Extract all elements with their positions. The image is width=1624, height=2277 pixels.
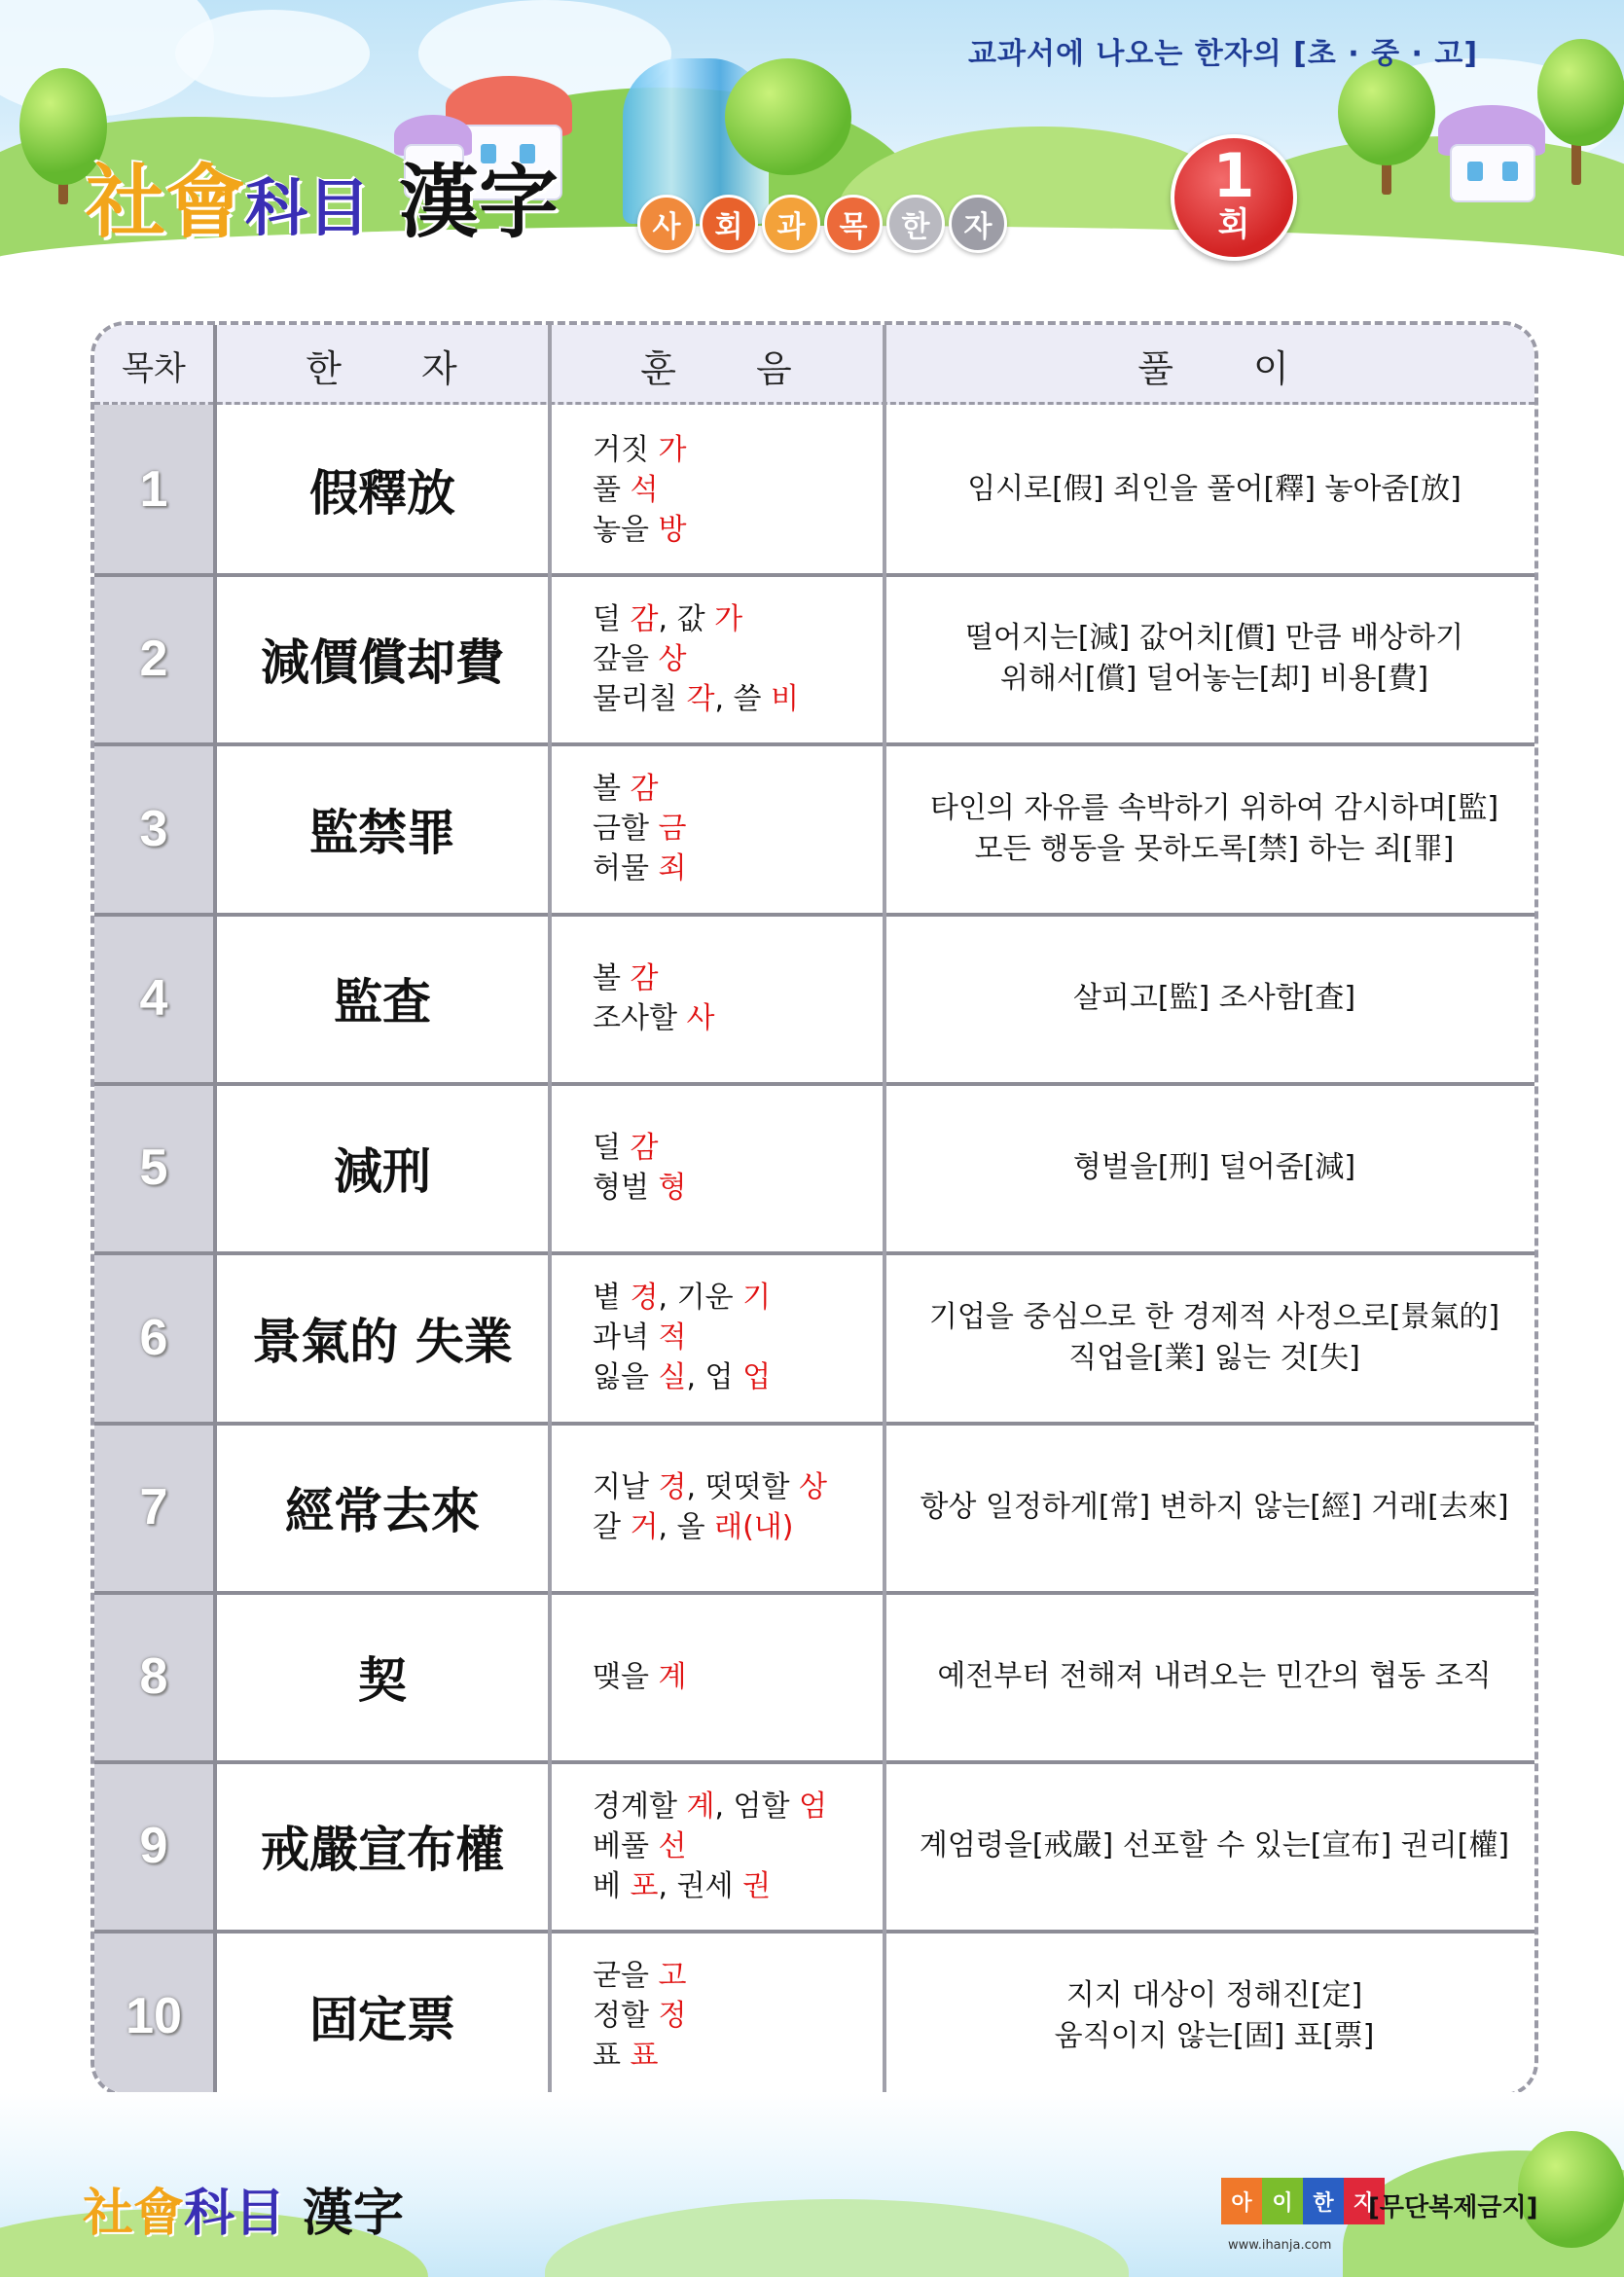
header-hanja: 한 자 — [306, 346, 459, 390]
table-row — [94, 1253, 1534, 1423]
explanation-lines — [930, 788, 1498, 870]
explanation-line: 임시로[假] 죄인을 풀어[釋] 놓아줌[放] — [967, 472, 1462, 506]
hun-eum-lines — [593, 1956, 686, 2076]
hun-meaning: , 쓸 — [714, 681, 772, 716]
explanation-cell — [886, 1592, 1538, 1761]
hun-eum-line — [593, 1318, 771, 1357]
hun-eum-line — [593, 958, 714, 998]
row-number: 2 — [139, 631, 168, 688]
eum-sound: 비 — [771, 681, 800, 716]
explanation-lines — [937, 1656, 1491, 1697]
eum-sound: 가 — [658, 432, 687, 467]
hanja-word: 戒嚴宣布權 — [261, 1821, 504, 1879]
round-badge — [1171, 134, 1297, 261]
eum-sound: 경 — [658, 1469, 687, 1504]
hanja-word: 減價償却費 — [261, 633, 504, 692]
hun-meaning: 잃을 — [593, 1360, 659, 1394]
explanation-cell — [886, 1761, 1538, 1931]
explanation-line: 형벌을[刑] 덜어줌[減] — [1072, 1150, 1356, 1185]
explanation-lines — [967, 469, 1462, 510]
house-decoration — [1450, 144, 1535, 202]
title-bubble: 한 — [886, 195, 945, 253]
hanja-word: 減刑 — [334, 1142, 431, 1201]
explanation-cell — [886, 1423, 1538, 1592]
explanation-lines — [920, 1825, 1509, 1866]
hun-meaning: 볕 — [593, 1281, 631, 1315]
hun-meaning: , 기운 — [658, 1281, 743, 1315]
eum-sound: 표 — [630, 2039, 659, 2074]
copyright-notice: [무단복제금지] — [1368, 2193, 1538, 2223]
hun-eum-line — [593, 1826, 827, 1866]
footer-logo-social: 社會 — [83, 2185, 185, 2243]
hun-meaning: 지날 — [593, 1469, 659, 1504]
column-divider — [213, 325, 217, 2093]
hun-eum-line — [593, 809, 686, 849]
eum-sound: 상 — [658, 641, 687, 676]
eum-sound: 죄 — [658, 851, 687, 886]
title-bubble: 자 — [949, 195, 1007, 253]
explanation-lines — [1073, 1147, 1355, 1188]
brand-square: 아 — [1221, 2178, 1262, 2224]
brand-square: 한 — [1303, 2178, 1344, 2224]
hun-meaning: 덜 — [593, 601, 631, 636]
hill-decoration — [545, 2199, 1129, 2277]
hun-eum-line — [593, 2036, 686, 2076]
table-row — [94, 1932, 1534, 2097]
title-logo — [86, 157, 559, 249]
hun-eum-line — [593, 1657, 686, 1697]
tree-decoration — [1338, 58, 1435, 165]
round-number: 1 — [1212, 140, 1255, 211]
eum-sound: 형 — [658, 1171, 687, 1206]
eum-sound: 기 — [742, 1281, 772, 1315]
tree-decoration — [1537, 39, 1624, 146]
hun-eum-cell — [552, 744, 883, 914]
eum-sound: 석 — [630, 472, 659, 507]
eum-sound: 업 — [742, 1360, 772, 1394]
hun-eum-lines — [593, 1657, 686, 1697]
explanation-line: 지지 대상이 정해진[定] — [1065, 1977, 1363, 2012]
eum-sound: 감 — [630, 960, 659, 995]
hun-meaning: 풀 — [593, 472, 631, 507]
title-bubble: 목 — [824, 195, 883, 253]
window-icon — [1467, 162, 1483, 181]
eum-sound: 정 — [658, 1999, 687, 2034]
hun-eum-lines — [593, 599, 799, 719]
brand-square: 자 — [1344, 2178, 1385, 2224]
hun-meaning: 볼 — [593, 960, 631, 995]
hun-eum-line — [593, 1996, 686, 2036]
hun-meaning: 경계할 — [593, 1789, 687, 1824]
explanation-cell — [886, 574, 1538, 743]
eum-sound: 감 — [630, 601, 659, 636]
eum-sound: 경 — [630, 1281, 659, 1315]
header-hun: 훈 음 — [640, 346, 794, 390]
eum-sound: 사 — [686, 1000, 715, 1035]
eum-sound: 방 — [658, 512, 687, 547]
eum-sound: 래(내) — [714, 1509, 794, 1544]
eum-sound: 감 — [630, 772, 659, 807]
hun-eum-cell — [552, 1253, 883, 1423]
explanation-lines — [1055, 1975, 1375, 2057]
hun-eum-lines — [593, 1787, 827, 1906]
hun-eum-cell — [552, 914, 883, 1083]
eum-sound: 선 — [658, 1828, 687, 1863]
eum-sound: 금 — [658, 812, 687, 847]
table-row — [94, 1761, 1534, 1931]
hanja-word: 監査 — [334, 972, 431, 1030]
hun-meaning: , 떳떳할 — [686, 1469, 800, 1504]
explanation-lines — [965, 618, 1463, 700]
row-number: 5 — [139, 1139, 168, 1197]
tree-decoration — [725, 58, 851, 175]
eum-sound: 계 — [686, 1789, 715, 1824]
hun-meaning: , 값 — [658, 601, 715, 636]
explanation-line: 타인의 자유를 속박하기 위하여 감시하며[監] — [929, 790, 1499, 825]
eum-sound: 가 — [714, 601, 743, 636]
header-num: 목차 — [122, 348, 186, 388]
hun-eum-cell — [552, 1083, 883, 1252]
footer-logo-subject: 科目 — [184, 2185, 286, 2243]
hun-meaning: 갈 — [593, 1509, 631, 1544]
eum-sound: 적 — [658, 1320, 687, 1355]
row-number: 8 — [139, 1648, 168, 1706]
hun-eum-line — [593, 1278, 771, 1318]
eum-sound: 감 — [630, 1131, 659, 1166]
hun-eum-line — [593, 1128, 686, 1168]
hun-eum-lines — [593, 430, 686, 550]
hun-eum-line — [593, 510, 686, 550]
title-bubble: 회 — [700, 195, 758, 253]
explanation-line: 직업을[業] 잃는 것[失] — [1068, 1340, 1360, 1375]
eum-sound: 각 — [686, 681, 715, 716]
explanation-line: 예전부터 전해져 내려오는 민간의 협동 조직 — [937, 1659, 1492, 1694]
hun-eum-cell — [552, 1932, 883, 2097]
header-pul: 풀 이 — [1137, 346, 1291, 390]
hun-eum-line — [593, 470, 686, 510]
hanja-word: 固定票 — [309, 1990, 455, 2048]
footer-logo-hanja: 漢字 — [303, 2185, 405, 2243]
table-row — [94, 1592, 1534, 1761]
hun-meaning: , 권세 — [658, 1868, 743, 1903]
title-bubble: 과 — [762, 195, 820, 253]
table-header — [94, 325, 1534, 405]
footer-logo — [83, 2172, 404, 2245]
hun-eum-line — [593, 639, 799, 679]
hun-meaning: 정할 — [593, 1999, 659, 2034]
explanation-cell — [886, 1253, 1538, 1423]
hun-meaning: , 업 — [686, 1360, 743, 1394]
hanja-table — [90, 321, 1538, 2097]
explanation-lines — [929, 1297, 1499, 1379]
hun-meaning: 베풀 — [593, 1828, 659, 1863]
hun-meaning: 허물 — [593, 851, 659, 886]
row-number: 7 — [139, 1478, 168, 1536]
eum-sound: 상 — [799, 1469, 828, 1504]
eum-sound: 포 — [630, 1868, 659, 1903]
hun-meaning: 과녁 — [593, 1320, 659, 1355]
window-icon — [1502, 162, 1518, 181]
explanation-line: 모든 행동을 못하도록[禁] 하는 죄[罪] — [974, 831, 1455, 866]
explanation-line: 떨어지는[減] 값어치[價] 만큼 배상하기 — [964, 621, 1464, 656]
hun-eum-line — [593, 1956, 686, 1996]
hun-eum-line — [593, 1507, 827, 1547]
logo-part-social: 社會 — [86, 157, 246, 249]
hun-meaning: 굳을 — [593, 1959, 659, 1994]
hanja-word: 契 — [358, 1651, 407, 1710]
explanation-line: 항상 일정하게[常] 변하지 않는[經] 거래[去來] — [920, 1489, 1509, 1524]
hun-eum-line — [593, 1866, 827, 1906]
explanation-cell — [886, 1932, 1538, 2097]
hun-meaning: 갚을 — [593, 641, 659, 676]
hun-eum-lines — [593, 958, 714, 1038]
row-number: 1 — [139, 461, 168, 518]
brand-square: 이 — [1262, 2178, 1303, 2224]
explanation-line: 기업을 중심으로 한 경제적 사정으로[景氣的] — [928, 1299, 1500, 1334]
hun-eum-line — [593, 769, 686, 809]
hun-meaning: 맺을 — [593, 1659, 659, 1694]
hun-eum-line — [593, 1168, 686, 1208]
table-row — [94, 1083, 1534, 1252]
eum-sound: 엄 — [799, 1789, 828, 1824]
table-row — [94, 744, 1534, 914]
explanation-lines — [1073, 978, 1355, 1019]
brand-url: www.ihanja.com — [1228, 2238, 1332, 2253]
column-divider — [883, 325, 886, 2093]
eum-sound: 계 — [658, 1659, 687, 1694]
hun-meaning: 거짓 — [593, 432, 659, 467]
hun-meaning: 물리칠 — [593, 681, 687, 716]
row-number: 4 — [139, 969, 168, 1027]
explanation-cell — [886, 744, 1538, 914]
hun-meaning: 표 — [593, 2039, 631, 2074]
round-label: 회 — [1217, 205, 1250, 244]
hun-eum-line — [593, 1467, 827, 1507]
page-subtitle: 교과서에 나오는 한자의 [초 · 중 · 고] — [968, 37, 1479, 71]
table-row — [94, 574, 1534, 743]
column-divider — [548, 325, 552, 2093]
eum-sound: 권 — [742, 1868, 772, 1903]
hun-eum-cell — [552, 405, 883, 574]
hun-eum-line — [593, 1787, 827, 1826]
hun-meaning: , 엄할 — [714, 1789, 800, 1824]
hun-eum-cell — [552, 1423, 883, 1592]
eum-sound: 실 — [658, 1360, 687, 1394]
eum-sound: 거 — [630, 1509, 659, 1544]
title-bubbles — [637, 195, 1007, 253]
logo-part-hanja: 漢字 — [399, 157, 559, 249]
explanation-cell — [886, 914, 1538, 1083]
hun-meaning: 덜 — [593, 1131, 631, 1166]
hun-eum-lines — [593, 1128, 686, 1208]
explanation-cell — [886, 405, 1538, 574]
row-number: 3 — [139, 800, 168, 857]
explanation-line: 위해서[償] 덜어놓는[却] 비용[費] — [999, 662, 1429, 697]
table-row — [94, 914, 1534, 1083]
hun-eum-line — [593, 679, 799, 719]
hun-eum-cell — [552, 1592, 883, 1761]
hun-meaning: 금할 — [593, 812, 659, 847]
explanation-lines — [920, 1487, 1508, 1528]
hun-meaning: 놓을 — [593, 512, 659, 547]
cloud-decoration — [175, 10, 370, 97]
hanja-word: 經常去來 — [285, 1481, 480, 1539]
explanation-line: 움직이지 않는[固] 표[票] — [1054, 2018, 1375, 2053]
logo-part-subject: 科目 — [245, 173, 371, 245]
hun-eum-lines — [593, 1467, 827, 1547]
hanja-word: 監禁罪 — [309, 803, 455, 861]
hun-eum-line — [593, 430, 686, 470]
explanation-line: 계엄령을[戒嚴] 선포할 수 있는[宣布] 권리[權] — [919, 1828, 1510, 1863]
hun-meaning: 볼 — [593, 772, 631, 807]
hun-eum-line — [593, 849, 686, 888]
hun-eum-cell — [552, 1761, 883, 1931]
table-row — [94, 405, 1534, 574]
hun-meaning: 베 — [593, 1868, 631, 1903]
brand-logo — [1221, 2178, 1385, 2224]
row-number: 10 — [126, 1987, 182, 2044]
hun-meaning: 조사할 — [593, 1000, 687, 1035]
explanation-cell — [886, 1083, 1538, 1252]
explanation-line: 살피고[監] 조사함[査] — [1072, 980, 1356, 1015]
hun-eum-lines — [593, 1278, 771, 1397]
hun-eum-cell — [552, 574, 883, 743]
hun-eum-line — [593, 599, 799, 639]
eum-sound: 고 — [658, 1959, 687, 1994]
hun-eum-line — [593, 998, 714, 1038]
hanja-word: 假釋放 — [309, 464, 455, 522]
hun-meaning: 형벌 — [593, 1171, 659, 1206]
hanja-word: 景氣的 失業 — [252, 1312, 513, 1370]
table-row — [94, 1423, 1534, 1592]
hun-eum-lines — [593, 769, 686, 888]
hun-eum-line — [593, 1357, 771, 1397]
title-bubble: 사 — [637, 195, 696, 253]
row-number: 6 — [139, 1309, 168, 1366]
row-number: 9 — [139, 1818, 168, 1875]
hun-meaning: , 올 — [658, 1509, 715, 1544]
